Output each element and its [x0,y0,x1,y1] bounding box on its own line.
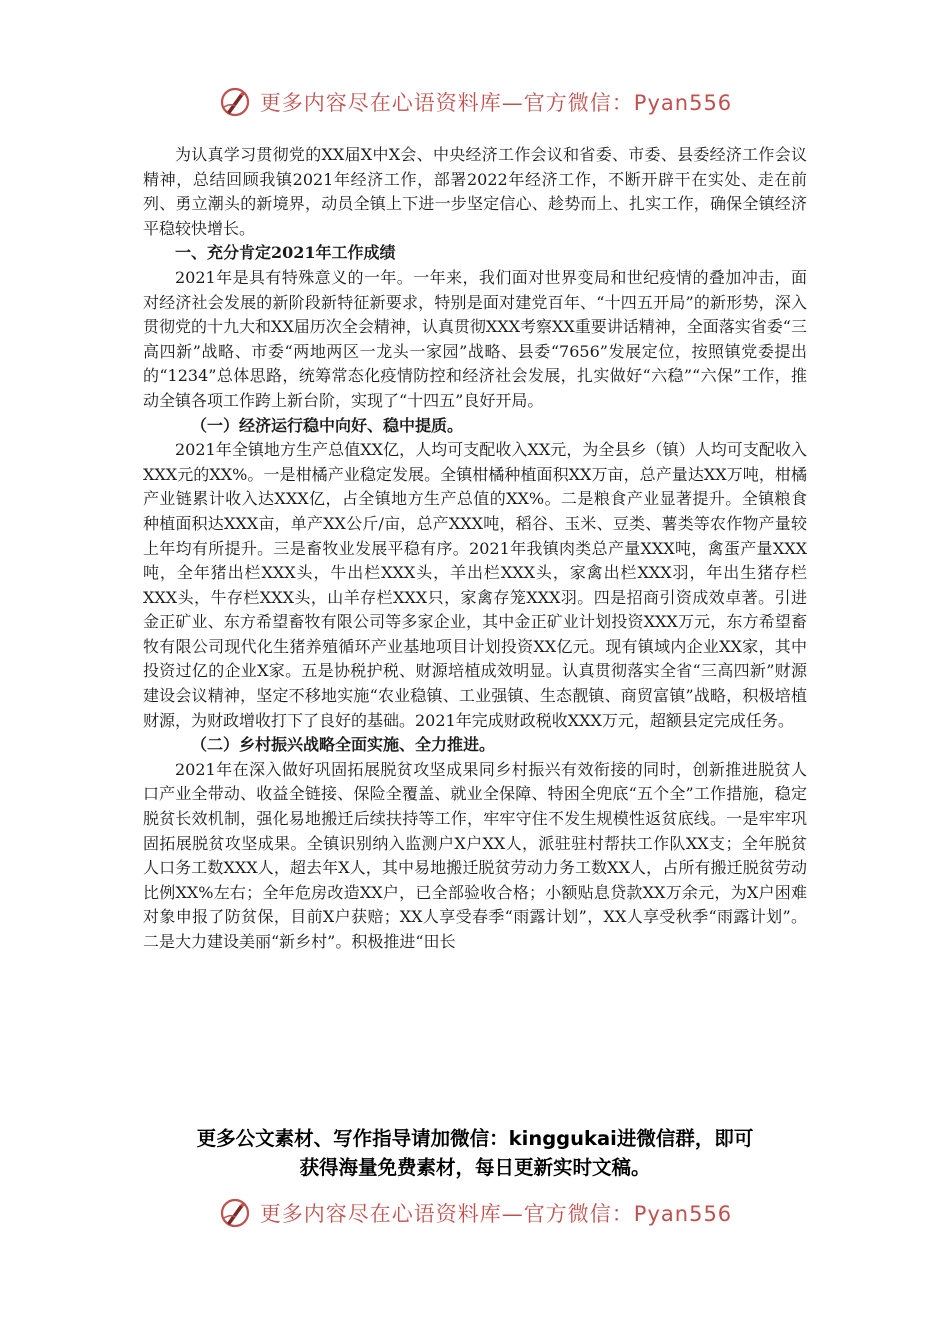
footer-watermark [0,1193,950,1233]
pen-logo-icon [218,1196,252,1230]
watermark-text: 更多内容尽在心语资料库—官方微信：Pyan556 [259,1202,733,1226]
promo-line: 更多公文素材、写作指导请加微信：kinggukai进微信群，即可 [196,1127,754,1150]
subsection-heading: （二）乡村振兴战略全面实施、全力推进。 [191,735,496,755]
body-paragraph: 2021年全镇地方生产总值XX亿，人均可支配收入XX元，为全县乡（镇）人均可支配收入XXX元的XX%。一是柑橘产业稳定发展。全镇柑橘种植面积XX万亩，总产量达XX万吨，柑橘产业链累计收入达XXX亿，占全镇地方生产总值的XX%。二是粮食产业显著提升。全镇粮食种植面积达XXX亩，单产XX公斤/亩，总产XXX吨，稻谷、玉米、豆类、薯类等农作物产量较上年均有所提升。三是畜牧业发展平稳有序。2021年我镇肉类总产量XXX吨，禽蛋产量XXX吨，全年猪出栏XXX头，牛出栏XXX头，羊出栏XXX头，家禽出栏XXX羽，年出生猪存栏XXX头，牛存栏XXX头，山羊存栏XXX只，家禽存笼XXX羽。四是招商引资成效卓著。引进金正矿业、东方希望畜牧有限公司等多家企业，其中金正矿业计划投资XXX万元，东方希望畜牧有限公司现代化生猪养殖循环产业基地项目计划投资XX亿元。现有镇域内企业XX家，其中投资过亿的企业X家。五是协税护税、财源培植成效明显。认真贯彻落实全省“三高四新”财源建设会议精神，坚定不移地实施“农业稳镇、工业强镇、生态靓镇、商贸富镇”战略，积极培植财源，为财政增收打下了良好的基础。2021年完成财政税收XXX万元，超额县定完成任务。 [143,440,807,730]
pen-logo-icon [218,85,252,119]
body-paragraph: 2021年在深入做好巩固拓展脱贫攻坚成果同乡村振兴有效衔接的同时，创新推进脱贫人口产业全带动、收益全链接、保险全覆盖、就业全保障、特困全兜底“五个全”工作措施，稳定脱贫长效机制，强化易地搬迁后续扶持等工作，牢牢守住不发生规模性返贫底线。一是牢牢巩固拓展脱贫攻坚成果。全镇识别纳入监测户X户XX人，派驻驻村帮扶工作队XX支；全年脱贫人口务工数XXX人，超去年X人，其中易地搬迁脱贫劳动力务工数XX人，占所有搬迁脱贫劳动比例XX%左右；全年危房改造XX户，已全部验收合格；小额贴息贷款XX万余元，为X户困难对象申报了防贫保，目前X户获赔；XX人享受春季“雨露计划”，XX人享受秋季“雨露计划”。二是大力建设美丽“新乡村”。积极推进“田长 [143,759,807,951]
section-heading: 一、充分肯定2021年工作成绩 [175,243,396,263]
promo-banner [0,1124,950,1182]
document-body [143,143,807,955]
promo-line: 获得海量免费素材，每日更新实时文稿。 [299,1156,651,1179]
body-paragraph: 2021年是具有特殊意义的一年。一年来，我们面对世界变局和世纪疫情的叠加冲击，面对经济社会发展的新阶段新特征新要求，特别是面对建党百年、“十四五开局”的新形势，深入贯彻党的十九大和XX届历次全会精神，认真贯彻XXX考察XX重要讲话精神，全面落实省委“三高四新”战略、市委“两地两区一龙头一家园”战略、县委“7656”发展定位，按照镇党委提出的“1234”总体思路，统筹常态化疫情防控和经济社会发展，扎实做好“六稳”“六保”工作，推动全镇各项工作跨上新台阶，实现了“十四五”良好开局。 [143,267,807,410]
subsection-heading: （一）经济运行稳中向好、稳中提质。 [191,415,464,435]
header-watermark [0,82,950,122]
intro-paragraph: 为认真学习贯彻党的XX届X中X会、中央经济工作会议和省委、市委、县委经济工作会议精神，总结回顾我镇2021年经济工作，部署2022年经济工作，不断开辟干在实处、走在前列、勇立潮头的新境界，动员全镇上下进一步坚定信心、趁势而上、扎实工作，确保全镇经济平稳较快增长。 [143,145,807,238]
watermark-text: 更多内容尽在心语资料库—官方微信：Pyan556 [259,91,733,115]
